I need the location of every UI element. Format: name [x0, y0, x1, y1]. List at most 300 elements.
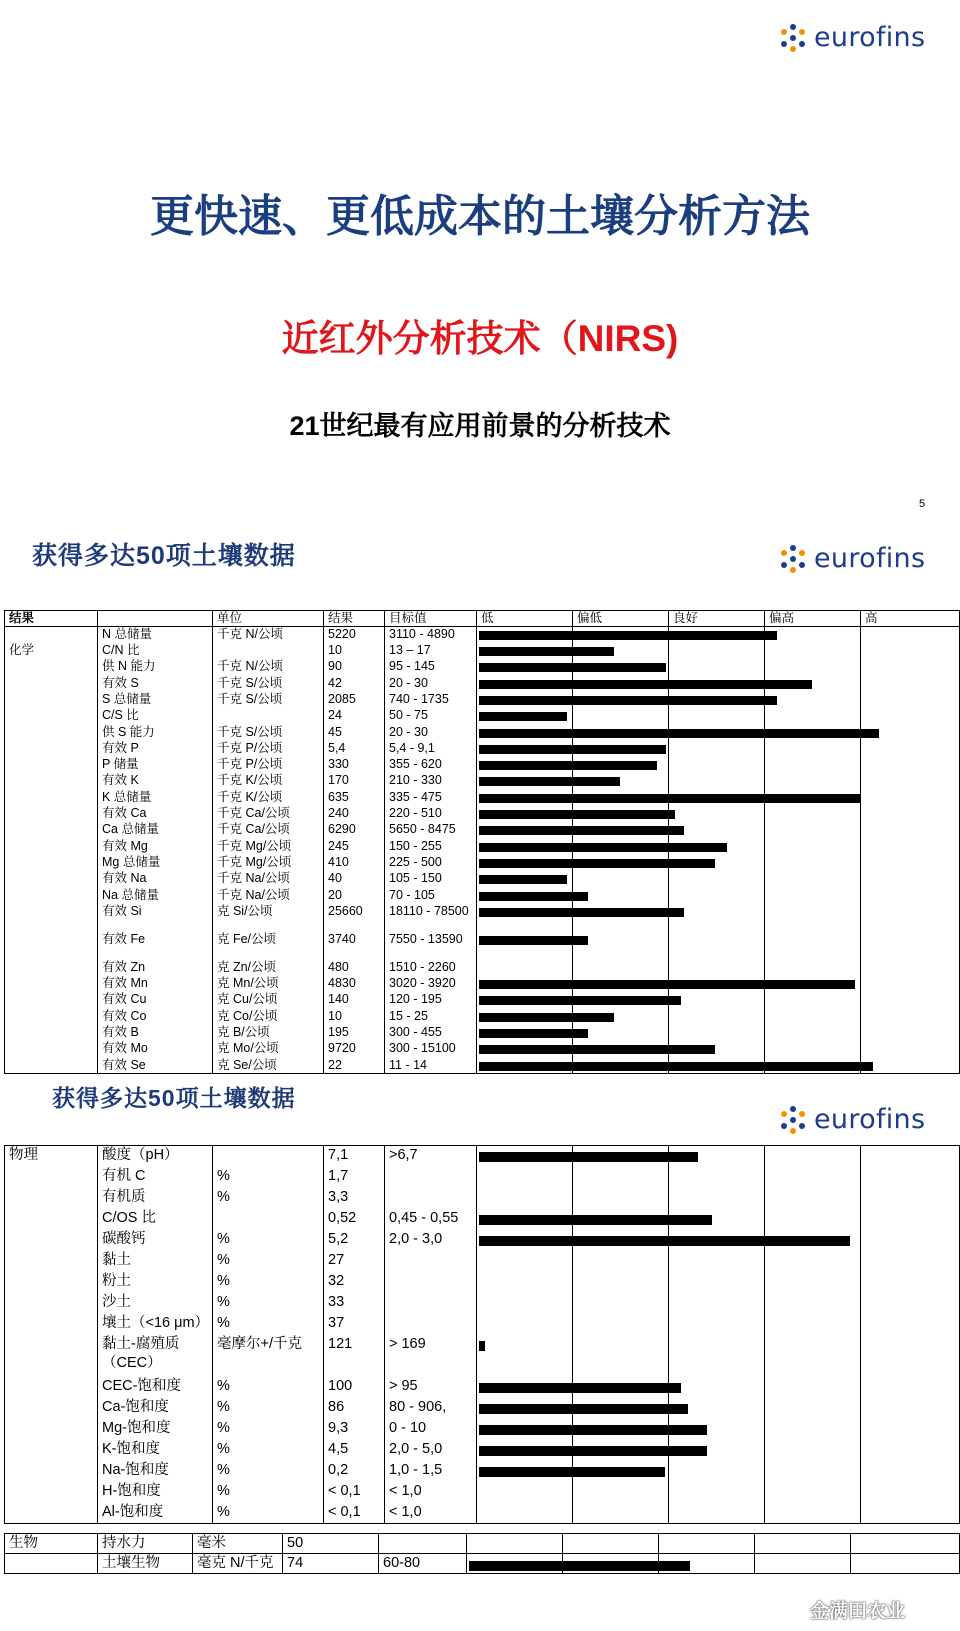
level-bar-cell	[477, 627, 573, 643]
level-bar	[479, 859, 715, 868]
level-bar	[479, 1062, 873, 1071]
row-target: 70 - 105	[385, 888, 477, 904]
row-target: 3020 - 3920	[385, 976, 477, 992]
row-name: 黏土	[98, 1251, 213, 1272]
row-unit: 克 B/公顷	[213, 1025, 324, 1041]
level-bar-cell	[477, 1377, 573, 1398]
level-grid-cell	[765, 1440, 861, 1461]
level-bar	[479, 777, 620, 786]
level-grid-cell	[669, 643, 765, 659]
level-grid-cell	[765, 1188, 861, 1209]
level-bar-cell	[477, 790, 573, 806]
row-unit: 千克 Na/公顷	[213, 871, 324, 887]
title-slide	[0, 0, 960, 520]
row-unit: %	[213, 1440, 324, 1461]
row-result: 195	[324, 1025, 385, 1041]
table-row	[5, 976, 960, 992]
row-name: 供 S 能力	[98, 725, 213, 741]
level-grid-cell	[669, 1009, 765, 1025]
row-result: 1,7	[324, 1167, 385, 1188]
level-bar	[479, 892, 588, 901]
level-bar-cell	[477, 1188, 573, 1209]
row-category	[5, 1398, 98, 1419]
level-bar	[479, 680, 812, 689]
level-grid-cell	[573, 1188, 669, 1209]
row-unit: %	[213, 1503, 324, 1524]
eurofins-wordmark: eurofins	[814, 22, 926, 53]
row-category	[5, 1041, 98, 1057]
table-row	[5, 1440, 960, 1461]
row-target	[385, 1272, 477, 1293]
table-row	[5, 1419, 960, 1440]
row-category	[5, 932, 98, 960]
row-result: 5,4	[324, 741, 385, 757]
row-unit: 毫克 N/千克	[193, 1554, 283, 1574]
row-name: 有效 Mn	[98, 976, 213, 992]
row-name: 酸度（pH）	[98, 1146, 213, 1167]
row-category	[5, 1482, 98, 1503]
level-grid-cell	[765, 855, 861, 871]
table-header	[5, 611, 960, 627]
level-bar-cell	[477, 1482, 573, 1503]
table-row	[5, 904, 960, 932]
level-bar-cell	[477, 1419, 573, 1440]
level-grid-cell	[765, 757, 861, 773]
row-target: 105 - 150	[385, 871, 477, 887]
level-bar	[479, 696, 777, 705]
row-result: 3,3	[324, 1188, 385, 1209]
row-result: 240	[324, 806, 385, 822]
level-grid-cell	[765, 773, 861, 789]
row-category	[5, 960, 98, 976]
row-name: 持水力	[98, 1534, 193, 1554]
eurofins-logo	[778, 22, 925, 53]
eurofins-dots-icon	[778, 1105, 808, 1135]
level-bar	[479, 1013, 614, 1022]
level-grid-cell	[765, 1025, 861, 1041]
row-name: S 总储量	[98, 692, 213, 708]
level-bar-cell	[477, 888, 573, 904]
row-category	[5, 1461, 98, 1482]
level-grid-cell	[861, 1314, 960, 1335]
table-row	[5, 790, 960, 806]
row-name: Ca-饱和度	[98, 1398, 213, 1419]
row-name: Na 总储量	[98, 888, 213, 904]
row-result: 10	[324, 643, 385, 659]
level-bar	[479, 794, 861, 803]
level-bar-cell	[477, 725, 573, 741]
row-category	[5, 1188, 98, 1209]
level-bar	[479, 875, 567, 884]
row-unit: 千克 S/公顷	[213, 725, 324, 741]
table-row	[5, 1041, 960, 1057]
level-bar-cell	[477, 708, 573, 724]
level-grid-cell	[861, 1058, 960, 1074]
row-category	[5, 1167, 98, 1188]
row-unit: %	[213, 1461, 324, 1482]
row-result: 4,5	[324, 1440, 385, 1461]
row-name: N 总储量	[98, 627, 213, 643]
header-level-good: 良好	[669, 611, 765, 627]
row-unit: %	[213, 1377, 324, 1398]
table-row	[5, 1482, 960, 1503]
row-target: 120 - 195	[385, 992, 477, 1008]
level-grid-cell	[765, 708, 861, 724]
level-bar	[479, 936, 588, 945]
level-bar-cell	[477, 992, 573, 1008]
level-grid-cell	[765, 692, 861, 708]
level-grid-cell	[669, 773, 765, 789]
table-row	[5, 1230, 960, 1251]
row-unit: 毫摩尔+/千克	[213, 1335, 324, 1377]
row-name: 有效 S	[98, 676, 213, 692]
level-grid-cell	[765, 1482, 861, 1503]
row-result: 10	[324, 1009, 385, 1025]
row-category	[5, 1419, 98, 1440]
level-grid-cell	[669, 659, 765, 675]
row-category	[5, 627, 98, 643]
row-target: < 1,0	[385, 1482, 477, 1503]
row-name: 有机 C	[98, 1167, 213, 1188]
row-category	[5, 992, 98, 1008]
row-name: 碳酸钙	[98, 1230, 213, 1251]
level-grid-cell	[765, 904, 861, 932]
row-result: 121	[324, 1335, 385, 1377]
row-name: 有效 K	[98, 773, 213, 789]
level-grid-cell	[765, 1461, 861, 1482]
row-target	[385, 1293, 477, 1314]
level-bar	[479, 1467, 665, 1477]
header-level-high: 高	[861, 611, 960, 627]
row-result: 24	[324, 708, 385, 724]
row-unit: 千克 Na/公顷	[213, 888, 324, 904]
row-target: 1510 - 2260	[385, 960, 477, 976]
level-grid-cell	[861, 806, 960, 822]
level-bar	[479, 761, 657, 770]
table-row	[5, 1377, 960, 1398]
level-bar	[479, 1029, 588, 1038]
table-row	[5, 855, 960, 871]
level-grid-cell	[765, 1398, 861, 1419]
row-unit: 千克 Mg/公顷	[213, 855, 324, 871]
row-category	[5, 725, 98, 741]
level-grid-cell	[851, 1554, 960, 1574]
row-unit: 千克 N/公顷	[213, 659, 324, 675]
level-grid-cell	[861, 960, 960, 976]
table-row	[5, 1503, 960, 1524]
level-grid-cell	[861, 1272, 960, 1293]
level-grid-cell	[765, 992, 861, 1008]
level-grid-cell	[755, 1554, 851, 1574]
level-grid-cell	[861, 741, 960, 757]
level-grid-cell	[861, 1293, 960, 1314]
row-result: 100	[324, 1377, 385, 1398]
row-result: 86	[324, 1398, 385, 1419]
row-unit: %	[213, 1293, 324, 1314]
table-row	[5, 1058, 960, 1074]
level-bar-cell	[477, 1398, 573, 1419]
row-name: 有效 Cu	[98, 992, 213, 1008]
row-name: C/S 比	[98, 708, 213, 724]
row-category	[5, 708, 98, 724]
level-grid-cell	[861, 855, 960, 871]
row-target: 7550 - 13590	[385, 932, 477, 960]
level-grid-cell	[765, 741, 861, 757]
level-bar-cell	[477, 1440, 573, 1461]
level-grid-cell	[861, 1167, 960, 1188]
level-grid-cell	[765, 1146, 861, 1167]
level-bar-cell	[477, 643, 573, 659]
row-unit	[213, 1146, 324, 1167]
row-target: < 1,0	[385, 1503, 477, 1524]
level-grid-cell	[573, 1293, 669, 1314]
level-bar	[479, 1045, 715, 1054]
level-grid-cell	[573, 1167, 669, 1188]
level-bar	[469, 1561, 690, 1571]
eurofins-wordmark: eurofins	[814, 543, 926, 574]
level-grid-cell	[861, 1025, 960, 1041]
row-name: 沙土	[98, 1293, 213, 1314]
row-result: 90	[324, 659, 385, 675]
page-number: 5	[919, 498, 926, 510]
row-name: P 储量	[98, 757, 213, 773]
row-unit: 千克 Ca/公顷	[213, 806, 324, 822]
level-grid-cell	[669, 1293, 765, 1314]
table-row	[5, 888, 960, 904]
slide-title: 更快速、更低成本的土壤分析方法	[150, 192, 810, 241]
level-bar-cell	[477, 822, 573, 838]
row-name: C/OS 比	[98, 1209, 213, 1230]
level-bar-cell	[477, 1041, 573, 1057]
level-grid-cell	[861, 1398, 960, 1419]
level-grid-cell	[861, 1419, 960, 1440]
level-grid-cell	[765, 643, 861, 659]
level-bar-cell	[477, 757, 573, 773]
row-category	[5, 773, 98, 789]
level-grid-cell	[669, 871, 765, 887]
table-row	[5, 757, 960, 773]
table-row	[5, 871, 960, 887]
level-bar-cell	[477, 855, 573, 871]
row-target	[379, 1534, 467, 1554]
wechat-icon	[778, 1599, 804, 1621]
level-grid-cell	[573, 1482, 669, 1503]
table-row	[5, 708, 960, 724]
level-grid-cell	[573, 1251, 669, 1272]
level-grid-cell	[755, 1534, 851, 1554]
level-bar-cell	[477, 1503, 573, 1524]
row-unit: %	[213, 1419, 324, 1440]
row-result: 37	[324, 1314, 385, 1335]
level-bar-cell	[477, 1058, 573, 1074]
level-grid-cell	[573, 1314, 669, 1335]
row-target: 300 - 455	[385, 1025, 477, 1041]
level-bar	[479, 1383, 681, 1393]
row-name: Na-饱和度	[98, 1461, 213, 1482]
table-row	[5, 1272, 960, 1293]
level-grid-cell	[573, 708, 669, 724]
slide-tagline: 21世纪最有应用前景的分析技术	[289, 411, 671, 441]
row-unit: 克 Cu/公顷	[213, 992, 324, 1008]
row-result: 245	[324, 839, 385, 855]
level-grid-cell	[765, 627, 861, 643]
row-category	[5, 1230, 98, 1251]
level-grid-cell	[765, 1167, 861, 1188]
row-target: 80 - 906,	[385, 1398, 477, 1419]
level-grid-cell	[861, 627, 960, 643]
level-grid-cell	[669, 1251, 765, 1272]
row-name: 有效 Zn	[98, 960, 213, 976]
row-result: 0,52	[324, 1209, 385, 1230]
row-result: 3740	[324, 932, 385, 960]
row-name: 有效 Ca	[98, 806, 213, 822]
level-grid-cell	[861, 1041, 960, 1057]
level-bar-cell	[477, 659, 573, 675]
row-target: > 95	[385, 1377, 477, 1398]
row-name: 有效 Si	[98, 904, 213, 932]
table-row	[5, 1293, 960, 1314]
row-name: Al-饱和度	[98, 1503, 213, 1524]
level-bar	[479, 1425, 707, 1435]
row-name: Ca 总储量	[98, 822, 213, 838]
level-bar	[479, 631, 777, 640]
row-target: 2,0 - 5,0	[385, 1440, 477, 1461]
row-category	[5, 839, 98, 855]
table-row	[5, 741, 960, 757]
row-category	[5, 904, 98, 932]
level-bar-cell	[477, 1025, 573, 1041]
row-result: 170	[324, 773, 385, 789]
level-bar-cell	[477, 871, 573, 887]
level-bar	[479, 663, 666, 672]
row-name: 粉土	[98, 1272, 213, 1293]
level-grid-cell	[765, 1293, 861, 1314]
level-grid-cell	[861, 1188, 960, 1209]
level-bar-cell	[477, 1209, 573, 1230]
level-bar	[479, 843, 727, 852]
row-result: 6290	[324, 822, 385, 838]
row-name: 有机质	[98, 1188, 213, 1209]
level-bar-cell	[477, 1251, 573, 1272]
level-grid-cell	[765, 822, 861, 838]
level-grid-cell	[563, 1534, 659, 1554]
table-row	[5, 643, 960, 659]
level-bar-cell	[477, 1146, 573, 1167]
row-result: 9720	[324, 1041, 385, 1057]
level-grid-cell	[861, 676, 960, 692]
row-result: 40	[324, 871, 385, 887]
row-unit: 千克 P/公顷	[213, 757, 324, 773]
row-name: Mg 总储量	[98, 855, 213, 871]
row-result: 25660	[324, 904, 385, 932]
slide-subtitle: 近红外分析技术（NIRS)	[281, 318, 679, 359]
level-grid-cell	[669, 1377, 765, 1398]
level-grid-cell	[573, 960, 669, 976]
row-target: 20 - 30	[385, 725, 477, 741]
row-target: 5,4 - 9,1	[385, 741, 477, 757]
level-grid-cell	[861, 757, 960, 773]
level-bar-cell	[477, 1461, 573, 1482]
row-target	[385, 1188, 477, 1209]
level-bar-cell	[477, 1335, 573, 1377]
row-target: 210 - 330	[385, 773, 477, 789]
row-name: C/N 比	[98, 643, 213, 659]
row-target: 60-80	[379, 1554, 467, 1574]
table-row	[5, 839, 960, 855]
row-category	[5, 790, 98, 806]
level-grid-cell	[765, 806, 861, 822]
watermark	[778, 1596, 905, 1623]
row-unit: %	[213, 1482, 324, 1503]
row-target: 50 - 75	[385, 708, 477, 724]
level-grid-cell	[669, 932, 765, 960]
level-grid-cell	[861, 708, 960, 724]
row-target: 740 - 1735	[385, 692, 477, 708]
row-unit: %	[213, 1188, 324, 1209]
row-name: 有效 Mg	[98, 839, 213, 855]
level-grid-cell	[765, 1377, 861, 1398]
row-target: 5650 - 8475	[385, 822, 477, 838]
row-unit: 千克 K/公顷	[213, 773, 324, 789]
row-unit: 千克 S/公顷	[213, 692, 324, 708]
level-grid-cell	[861, 904, 960, 932]
level-grid-cell	[669, 806, 765, 822]
row-result: 33	[324, 1293, 385, 1314]
row-name: 有效 Se	[98, 1058, 213, 1074]
row-target: 355 - 620	[385, 757, 477, 773]
row-name: 有效 Na	[98, 871, 213, 887]
table-row	[5, 960, 960, 976]
header-result: 结果	[324, 611, 385, 627]
level-bar-cell	[477, 741, 573, 757]
table-row	[5, 1554, 960, 1574]
level-bar	[479, 1215, 712, 1225]
row-target: 18110 - 78500	[385, 904, 477, 932]
row-result: 410	[324, 855, 385, 871]
row-category	[5, 888, 98, 904]
row-name: K 总储量	[98, 790, 213, 806]
row-category	[5, 1025, 98, 1041]
level-grid-cell	[669, 708, 765, 724]
row-category	[5, 1209, 98, 1230]
table-row	[5, 1251, 960, 1272]
level-grid-cell	[765, 1251, 861, 1272]
row-target	[385, 1167, 477, 1188]
table-row	[5, 822, 960, 838]
row-unit: 克 Zn/公顷	[213, 960, 324, 976]
table-row	[5, 1314, 960, 1335]
row-result: 32	[324, 1272, 385, 1293]
row-category	[5, 1503, 98, 1524]
level-bar	[479, 996, 681, 1005]
row-result: 22	[324, 1058, 385, 1074]
level-bar-cell	[477, 976, 573, 992]
level-grid-cell	[765, 659, 861, 675]
chemistry-table	[4, 610, 960, 1074]
level-bar	[479, 826, 684, 835]
table-row	[5, 1335, 960, 1377]
level-grid-cell	[669, 1167, 765, 1188]
table-row	[5, 676, 960, 692]
row-unit: %	[213, 1251, 324, 1272]
table-row	[5, 659, 960, 675]
row-result: 5,2	[324, 1230, 385, 1251]
level-grid-cell	[669, 888, 765, 904]
table-row	[5, 1167, 960, 1188]
row-result: < 0,1	[324, 1503, 385, 1524]
row-target: 11 - 14	[385, 1058, 477, 1074]
level-grid-cell	[765, 1009, 861, 1025]
